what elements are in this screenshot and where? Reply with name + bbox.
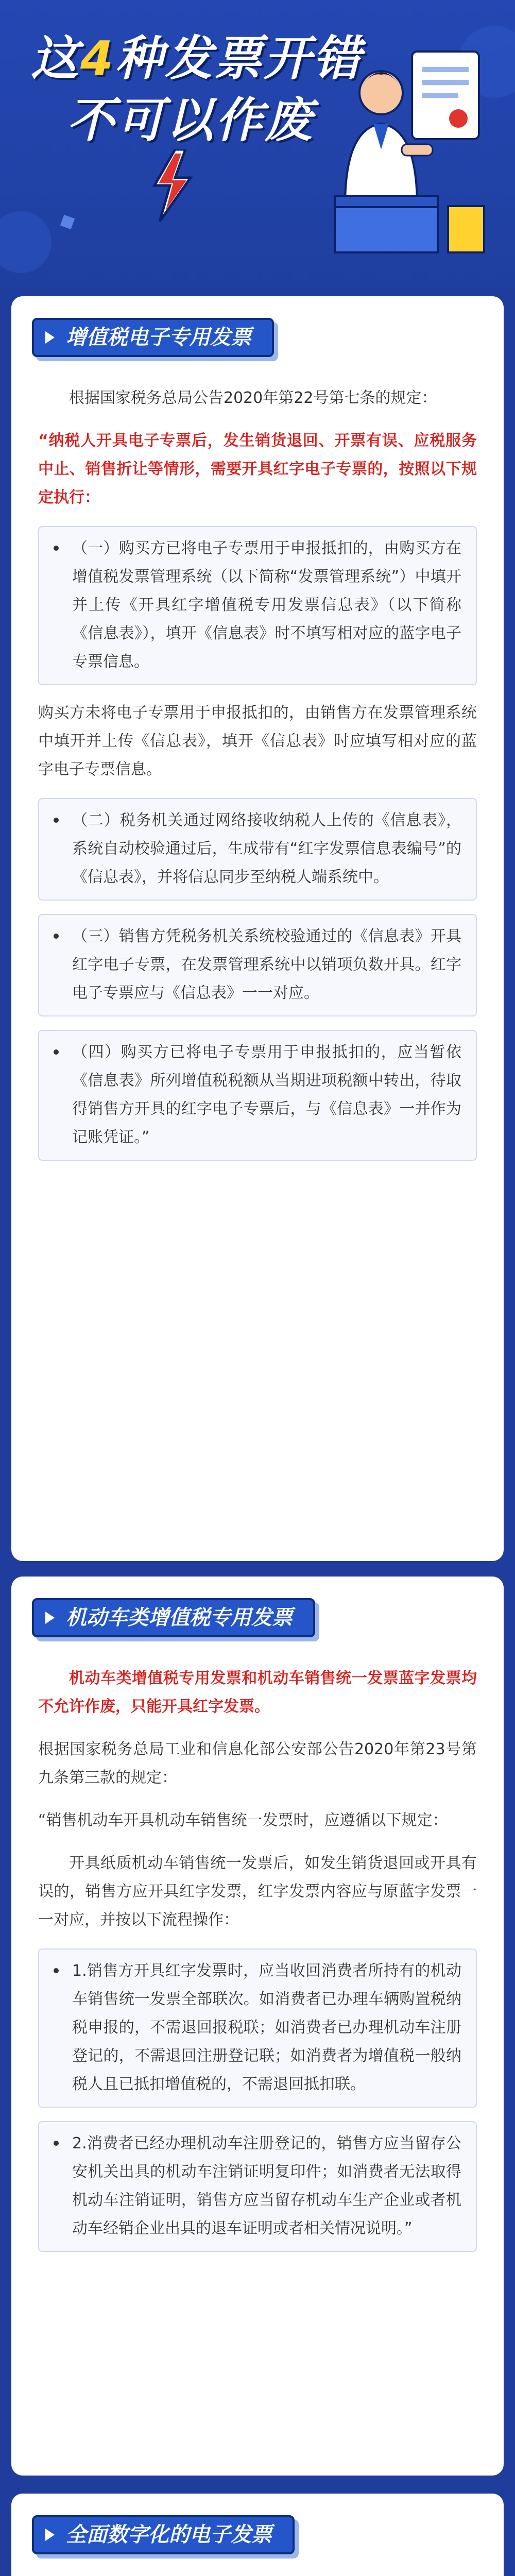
lightning-bolt-icon — [149, 149, 196, 222]
list-item: （三）销售方凭税务机关系统校验通过的《信息表》开具红字电子专票，在发票管理系统中以销项负数开具。红字电子专票应与《信息表》一一对应。 — [38, 914, 477, 1016]
list-item: （一）购买方已将电子专票用于申报抵扣的，由购买方在增值税发票管理系统（以下简称“发票管理系统”）中填开并上传《开具红字增值税专用发票信息表》（以下简称《信息表》），填开《信息表》时不填写相对应的蓝字电子专票信息。 — [38, 526, 477, 685]
main-title-line-2: 不可以作废 — [67, 93, 315, 148]
bullet-dot-icon — [54, 818, 59, 823]
section-card-e-special-invoice — [11, 296, 504, 1561]
header-banner — [0, 0, 515, 289]
body-text: “销售机动车开具机动车销售统一发票时，应遵循以下规定： — [38, 1811, 448, 1829]
body-text: 开具纸质机动车销售统一发票后，如发生销货退回或开具有误的，销售方应开具红字发票，红字发票内容应与原蓝字发票一一对应，并按以下流程操作： — [38, 1854, 477, 1929]
highlight-quote: 机动车类增值税专用发票和机动车销售统一发票蓝字发票均不允许作废，只能开具红字发票。 — [38, 1669, 477, 1716]
bullet-dot-icon — [54, 1049, 59, 1055]
list-item: 1.销售方开具红字发票时，应当收回消费者所持有的机动车销售统一发票全部联次。如消费者已办理车辆购置税纳税申报的，不需退回报税联；如消费者已办理机动车注册登记的，不需退回注册登记联；如消费者为增值税一般纳税人且已抵扣增值税的，不需退回抵扣联。 — [38, 1948, 477, 2108]
person-with-invoice-illustration — [324, 21, 494, 258]
bullet-dot-icon — [54, 1968, 59, 1973]
section-title: 增值税电子专用发票 — [32, 318, 274, 357]
triangle-icon — [45, 331, 55, 344]
triangle-icon — [45, 1612, 55, 1624]
intro-text: 根据国家税务总局公告2020年第22号第七条的规定： — [69, 389, 437, 407]
bullet-dot-icon — [54, 546, 59, 551]
list-item: 2.消费者已经办理机动车注册登记的，销售方应当留存公安机关出具的机动车注销证明复印件；如消费者无法取得机动车注销证明，销售方应当留存机动车生产企业或者机动车经销企业出具的退车证明或者相关情况说明。” — [38, 2121, 477, 2252]
body-text: 购买方未将电子专票用于申报抵扣的，由销售方在发票管理系统中填开并上传《信息表》，填开《信息表》时应填写相对应的蓝字电子专票信息。 — [38, 704, 477, 778]
intro-text: 根据国家税务总局工业和信息化部公安部公告2020年第23号第九条第三款的规定： — [38, 1740, 477, 1787]
list-item: （二）税务机关通过网络接收纳税人上传的《信息表》，系统自动校验通过后，生成带有“红字发票信息表编号”的《信息表》，并将信息同步至纳税人端系统中。 — [38, 798, 477, 901]
bullet-dot-icon — [54, 934, 59, 939]
highlight-quote: “纳税人开具电子专票后，发生销货退回、开票有误、应税服务中止、销售折让等情形，需要开具红字电子专票的，按照以下规定执行： — [38, 432, 477, 506]
section-card-fully-digital-invoice — [11, 2494, 504, 2576]
main-title-line-1: 这4种发票开错 — [31, 31, 363, 86]
bullet-dot-icon — [54, 2141, 59, 2146]
section-title: 全面数字化的电子发票 — [32, 2515, 295, 2554]
section-card-vehicle-invoice — [11, 1577, 504, 2476]
list-item: （四）购买方已将电子专票用于申报抵扣的，应当暂依《信息表》所列增值税税额从当期进项税额中转出，待取得销售方开具的红字电子专票后，与《信息表》一并作为记账凭证。” — [38, 1030, 477, 1161]
triangle-icon — [45, 2529, 55, 2541]
section-title: 机动车类增值税专用发票 — [32, 1598, 315, 1637]
